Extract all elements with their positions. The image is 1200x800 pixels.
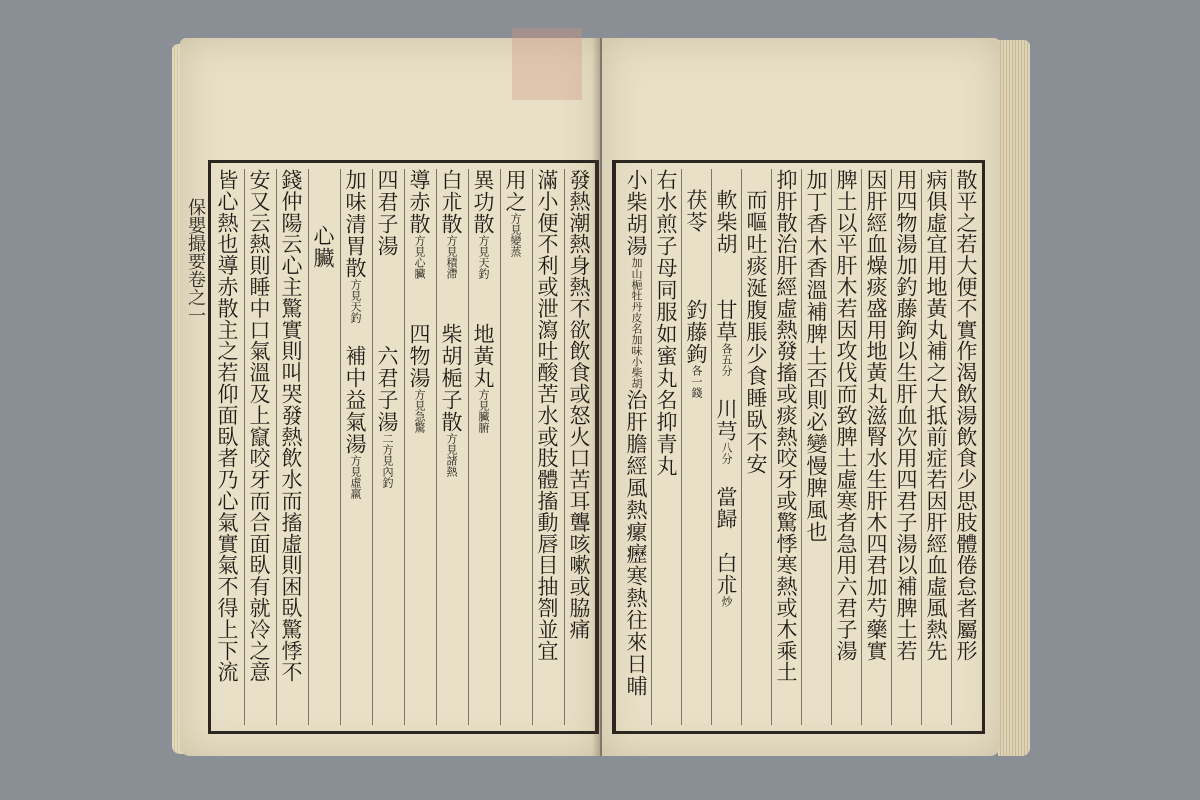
library-seal-stamp bbox=[512, 28, 582, 100]
col-note: 加山梔牡丹皮名加味小柴胡 bbox=[630, 257, 643, 389]
col-text: 釣藤鉤 bbox=[684, 299, 708, 365]
text-column bbox=[500, 169, 529, 725]
col-text: 白朮 bbox=[714, 552, 738, 596]
left-text-frame bbox=[208, 160, 599, 734]
text-column: 錢仲陽云心主驚實則叫哭發熱飲水而搐虛則困臥驚悸不 bbox=[276, 169, 305, 725]
col-text: 六君子湯 bbox=[375, 345, 399, 433]
right-text-frame bbox=[612, 160, 985, 734]
text-column bbox=[681, 169, 710, 725]
col-text: 異功散 bbox=[471, 169, 495, 235]
col-text: 補中益氣湯 bbox=[343, 345, 367, 455]
text-column: 散平之若大便不實作渴飲湯飲食少思肢體倦怠者屬形 bbox=[951, 169, 980, 725]
text-column: 滿小便不利或泄瀉吐酸苦水或肢體搐動唇目抽劄並宜 bbox=[532, 169, 561, 725]
col-text: 柴胡梔子散 bbox=[439, 323, 463, 433]
section-heading bbox=[308, 169, 337, 725]
col-note: 方見急驚 bbox=[413, 389, 426, 433]
text-column: 右水煎子母同服如蜜丸名抑青丸 bbox=[651, 169, 680, 725]
right-page bbox=[602, 38, 1000, 756]
text-column bbox=[468, 169, 497, 725]
left-page bbox=[180, 38, 600, 756]
text-column bbox=[340, 169, 369, 725]
col-note: 二方見內釣 bbox=[381, 433, 394, 488]
text-column bbox=[404, 169, 433, 725]
col-note: 方見虛羸 bbox=[349, 455, 362, 499]
text-column bbox=[622, 169, 650, 725]
col-text: 白朮散 bbox=[439, 169, 463, 235]
col-text: 地黃丸 bbox=[471, 323, 495, 389]
col-text: 四君子湯 bbox=[375, 169, 399, 257]
text-column bbox=[711, 169, 740, 725]
text-column: 加丁香木香溫補脾土否則必變慢脾風也 bbox=[801, 169, 830, 725]
text-column: 脾土以平肝木若因攻伐而致脾土虛寒者急用六君子湯 bbox=[831, 169, 860, 725]
col-note: 各五分 bbox=[720, 343, 733, 376]
col-text: 軟柴胡 bbox=[714, 189, 738, 255]
col-text: 而嘔吐痰涎腹脹少食睡臥不安 bbox=[744, 189, 768, 475]
col-text: 甘草 bbox=[714, 299, 738, 343]
text-column: 因肝經血燥痰盛用地黃丸滋腎水生肝木四君加芍藥實 bbox=[861, 169, 890, 725]
text-column bbox=[436, 169, 465, 725]
col-text: 導赤散 bbox=[407, 169, 431, 235]
col-text: 治肝膽經風熱瘰癧寒熱往來日晡 bbox=[624, 389, 648, 697]
col-text: 加味清胃散 bbox=[343, 169, 367, 279]
col-note: 方見積滯 bbox=[445, 235, 458, 279]
col-note: 方見變蒸 bbox=[509, 213, 522, 257]
col-note: 各一錢 bbox=[690, 365, 703, 398]
text-column: 抑肝散治肝經虛熱發搐或痰熱咬牙或驚悸寒熱或木乘土 bbox=[771, 169, 800, 725]
text-column bbox=[741, 169, 770, 725]
col-text: 用之 bbox=[503, 169, 527, 213]
text-column: 用四物湯加釣藤鉤以生肝血次用四君子湯以補脾土若 bbox=[891, 169, 920, 725]
col-note: 方見天釣 bbox=[349, 279, 362, 323]
col-note: 方見心臟 bbox=[413, 235, 426, 279]
col-note: 方見諸熱 bbox=[445, 433, 458, 477]
text-column bbox=[372, 169, 401, 725]
col-text: 茯苓 bbox=[684, 189, 708, 233]
col-note: 方見天釣 bbox=[477, 235, 490, 279]
col-text: 川芎 bbox=[714, 398, 738, 442]
text-column: 發熱潮熱身熱不欲飲食或怒火口苦耳聾咳嗽或脇痛 bbox=[564, 169, 593, 725]
col-text: 心臟 bbox=[311, 225, 335, 269]
col-note: 方見臟腑 bbox=[477, 389, 490, 433]
col-text: 當歸 bbox=[714, 486, 738, 530]
right-page-edges bbox=[998, 40, 1030, 756]
col-note: 八分 bbox=[720, 442, 733, 464]
margin-title: 保嬰撮要卷之一 bbox=[185, 198, 206, 324]
col-text: 四物湯 bbox=[407, 323, 431, 389]
open-book bbox=[172, 30, 1030, 766]
text-column: 安又云熱則睡中口氣溫及上竄咬牙而合面臥有就冷之意 bbox=[244, 169, 273, 725]
col-text: 小柴胡湯 bbox=[624, 169, 648, 257]
text-column: 病俱虛宜用地黃丸補之大抵前症若因肝經血虛風熱先 bbox=[921, 169, 950, 725]
text-column: 皆心熱也導赤散主之若仰面臥者乃心氣實氣不得上下流 bbox=[215, 169, 239, 683]
col-note: 炒 bbox=[720, 596, 733, 607]
